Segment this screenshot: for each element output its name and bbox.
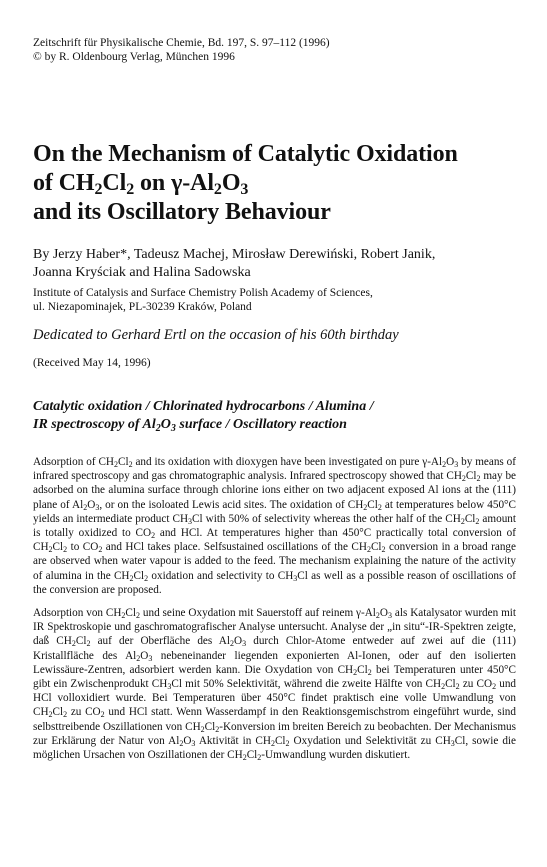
affiliation-line-1: Institute of Catalysis and Surface Chemistry Polish Academy of Sciences, bbox=[33, 287, 373, 299]
title-line-3: and its Oscillatory Behaviour bbox=[33, 199, 331, 225]
formula-subscript: 2 bbox=[229, 639, 234, 649]
abstract-text: Adsorption of CH bbox=[33, 456, 114, 468]
title-subscript: 3 bbox=[240, 181, 249, 198]
abstract-text: Cl mit 50% Selektivität, während die zweite Hälfte von CH bbox=[171, 678, 442, 691]
article-title bbox=[33, 140, 516, 227]
abstract-text: Cl bbox=[274, 734, 286, 747]
keywords-text: surface / Oscillatory reaction bbox=[175, 417, 347, 432]
formula-subscript: 2 bbox=[129, 573, 134, 583]
affiliation-line-2: ul. Niezapominajek, PL-30239 Kraków, Poland bbox=[33, 301, 252, 313]
abstract-text: Cl as well as a possible reason of oscillations of the conversion are proposed. bbox=[33, 569, 516, 596]
formula-subscript: 3 bbox=[242, 639, 247, 649]
abstract-text: O bbox=[140, 649, 149, 662]
formula-subscript: 3 bbox=[388, 611, 393, 621]
abstract-text: zu CO bbox=[67, 706, 101, 719]
formula-subscript: 2 bbox=[48, 545, 53, 555]
abstract-german bbox=[33, 606, 516, 762]
abstract-text: Cl with 50% of selectivity whereas the other half of the CH bbox=[192, 512, 461, 525]
abstract-text: by means of infrared spectroscopy and gas chromatographic analysis. Infrared spectroscopy showed that CH bbox=[33, 456, 516, 483]
formula-subscript: 2 bbox=[475, 516, 480, 526]
formula-subscript: 2 bbox=[200, 724, 205, 734]
formula-subscript: 3 bbox=[148, 653, 153, 663]
formula-subscript: 2 bbox=[366, 545, 371, 555]
formula-subscript: 2 bbox=[441, 682, 446, 692]
formula-subscript: 3 bbox=[454, 460, 459, 469]
formula-subscript: 2 bbox=[442, 460, 447, 469]
title-subscript: 2 bbox=[213, 181, 222, 198]
formula-subscript: 2 bbox=[215, 724, 220, 734]
formula-subscript: 3 bbox=[188, 516, 193, 526]
abstract-text: Cl bbox=[118, 456, 129, 468]
abstract-text: conversion in a broad range are observed when water vapour is added to the feed. The mechanism explaining the nature of the activity of alumina in the CH bbox=[33, 541, 516, 582]
formula-subscript: 2 bbox=[114, 460, 118, 469]
formula-subscript: 2 bbox=[144, 573, 149, 583]
formula-subscript: 2 bbox=[83, 502, 88, 512]
abstract-text: to CO bbox=[67, 541, 99, 554]
formula-subscript: 2 bbox=[285, 738, 290, 748]
formula-subscript: 2 bbox=[375, 611, 380, 621]
authors-line-2: Joanna Kryściak and Halina Sadowska bbox=[33, 265, 251, 280]
formula-subscript: 2 bbox=[151, 531, 156, 541]
abstract-text: nebeneinander liegenden exponierten Al-Ionen, oder auf den isolierten Lewissäure-Zentren, adsorbiert werden kann. Die Oxydation von CH bbox=[33, 649, 516, 676]
title-text: Cl bbox=[102, 170, 127, 196]
formula-subscript: 3 bbox=[293, 573, 298, 583]
formula-subscript: 2 bbox=[136, 611, 140, 621]
title-text: O bbox=[221, 170, 241, 196]
abstract-text: und HCl statt. Wenn Wasserdampf in den Reaktionsgemischstrom eingeführt wurde, sind selbsttreibende Oszillationen von CH bbox=[33, 706, 516, 733]
title-text: on γ-Al bbox=[134, 170, 214, 196]
keywords-line-1: Catalytic oxidation / Chlorinated hydrocarbons / Alumina / bbox=[33, 399, 374, 414]
title-subscript: 2 bbox=[126, 181, 135, 198]
abstract-text: O bbox=[379, 607, 389, 620]
abstract-text: und seine Oxydation mit Sauerstoff auf reinem γ-Al bbox=[140, 607, 376, 620]
title-subscript: 2 bbox=[94, 181, 103, 198]
abstract-text: may be adsorbed on the alumina surface through chlorine ions either on two adjacent exposed Al ions at the (111) plane of Al bbox=[33, 470, 516, 511]
abstract-text: und HCl volloxidiert wurde. Bei Temperaturen über 450°C findet praktisch eine volle Umwandlung von CH bbox=[33, 678, 517, 719]
abstract-text: and its oxidation with dioxygen have been investigated on pure γ-Al bbox=[132, 456, 443, 468]
abstract-text: O bbox=[87, 498, 96, 511]
author-list bbox=[33, 246, 516, 282]
title-text: of CH bbox=[33, 170, 95, 196]
abstract-text: Cl bbox=[357, 663, 368, 676]
abstract-text: Aktivität in CH bbox=[195, 734, 271, 747]
formula-subscript: 2 bbox=[179, 738, 184, 748]
formula-subscript: 2 bbox=[86, 639, 91, 649]
formula-subscript: 2 bbox=[353, 667, 358, 677]
abstract-text: at temperatures below 450°C yields an intermediate product CH bbox=[33, 498, 516, 525]
formula-subscript: 2 bbox=[363, 502, 368, 512]
formula-subscript: 2 bbox=[461, 474, 466, 484]
journal-citation: Zeitschrift für Physikalische Chemie, Bd. 197, S. 97–112 (1996) bbox=[33, 37, 330, 49]
affiliation bbox=[33, 286, 516, 314]
journal-header bbox=[33, 36, 516, 64]
abstract-text: Adsorption von CH bbox=[33, 607, 122, 620]
abstract-text: Oxydation und Selektivität zu CH bbox=[289, 734, 451, 747]
abstract-text: and HCl takes place. Selfsustained oscillations of the CH bbox=[102, 541, 367, 554]
abstract-text: Cl bbox=[370, 541, 382, 554]
formula-subscript: 2 bbox=[98, 545, 103, 555]
formula-subscript: 3 bbox=[450, 738, 455, 748]
formula-subscript: 2 bbox=[476, 474, 481, 484]
formula-subscript: 2 bbox=[100, 710, 105, 720]
formula-subscript: 3 bbox=[95, 502, 100, 512]
formula-subscript: 2 bbox=[63, 710, 68, 720]
abstract-text: Cl bbox=[367, 498, 378, 511]
abstract-text: , or on the isoloated Lewis acid sites. The oxidation of CH bbox=[99, 498, 364, 511]
abstract-text: zu CO bbox=[459, 678, 493, 691]
formula-subscript: 2 bbox=[242, 753, 247, 763]
formula-subscript: 2 bbox=[48, 710, 53, 720]
formula-subscript: 3 bbox=[167, 682, 172, 692]
abstract-text: bei Temperaturen unter 450°C gibt ein Zwischenprodukt CH bbox=[33, 663, 516, 691]
formula-subscript: 2 bbox=[71, 639, 76, 649]
keywords-text: IR spectroscopy of Al bbox=[33, 417, 156, 432]
abstract-text: Cl bbox=[464, 512, 476, 525]
abstract-text: oxidation and selectivity to CH bbox=[148, 569, 294, 582]
authors-line-1: By Jerzy Haber*, Tadeusz Machej, Mirosław Derewiński, Robert Janik, bbox=[33, 247, 436, 262]
formula-subscript: 2 bbox=[121, 611, 126, 621]
abstract-text: O bbox=[183, 734, 192, 747]
abstract-text: O bbox=[446, 456, 455, 468]
formula-subscript: 2 bbox=[377, 502, 382, 512]
abstract-text: Cl bbox=[445, 678, 456, 691]
abstract-text: -Konversion im breiten Bereich zu beobachten. Der Mechanismus zur Erklärung der Natur von Al bbox=[33, 720, 517, 747]
keywords-subscript: 3 bbox=[170, 423, 176, 434]
article-first-page bbox=[33, 36, 516, 762]
formula-subscript: 2 bbox=[455, 682, 460, 692]
abstract-text: amount is totally oxidized to CO bbox=[33, 512, 516, 540]
keywords-line-2 bbox=[33, 416, 516, 434]
abstract-english bbox=[33, 455, 516, 597]
title-line-2 bbox=[33, 169, 516, 198]
formula-subscript: 2 bbox=[63, 545, 68, 555]
abstract-text: Cl, sowie die möglichen Ursachen von Oszillationen der CH bbox=[33, 734, 516, 762]
abstract-text: and HCl. At temperatures higher than 450°C practically total conversion of CH bbox=[33, 527, 516, 554]
formula-subscript: 2 bbox=[367, 667, 372, 677]
abstract-text: Cl bbox=[125, 607, 136, 620]
abstract-text: O bbox=[233, 635, 243, 648]
abstract-text: auf der Oberfläche des Al bbox=[90, 635, 230, 648]
journal-copyright: © by R. Oldenbourg Verlag, München 1996 bbox=[33, 51, 235, 63]
formula-subscript: 2 bbox=[381, 545, 386, 555]
keywords bbox=[33, 398, 516, 434]
formula-subscript: 2 bbox=[257, 753, 262, 763]
dedication: Dedicated to Gerhard Ertl on the occasion of his 60th birthday bbox=[33, 327, 399, 343]
title-line-1: On the Mechanism of Catalytic Oxidation bbox=[33, 141, 458, 167]
abstract-text: Cl bbox=[204, 720, 216, 733]
abstract-text: als Katalysator wurden mit IR Spektroskopie und gaschromatografischer Analyse untersucht. Analyse der „in situ“-IR-Spektren zeigte, daß CH bbox=[33, 607, 516, 648]
abstract-text: durch Chlor-Atome entweder auf zwei auf die (111) Kristallfläche des Al bbox=[33, 635, 516, 662]
keywords-subscript: 2 bbox=[155, 423, 161, 434]
abstract-text: -Umwandlung wurden diskutiert. bbox=[261, 749, 411, 762]
abstract-text: Cl bbox=[52, 706, 64, 719]
abstract-text: Cl bbox=[133, 569, 145, 582]
abstract-text: Cl bbox=[465, 470, 477, 483]
abstract-text: Cl bbox=[52, 541, 64, 554]
received-date: (Received May 14, 1996) bbox=[33, 357, 151, 369]
formula-subscript: 2 bbox=[492, 682, 497, 692]
formula-subscript: 3 bbox=[191, 738, 196, 748]
abstract-text: Cl bbox=[246, 749, 258, 762]
formula-subscript: 2 bbox=[270, 738, 275, 748]
keywords-text: O bbox=[160, 417, 171, 432]
abstract-text: Cl bbox=[75, 635, 87, 648]
formula-subscript: 2 bbox=[460, 516, 465, 526]
formula-subscript: 2 bbox=[128, 460, 133, 469]
formula-subscript: 2 bbox=[136, 653, 141, 663]
